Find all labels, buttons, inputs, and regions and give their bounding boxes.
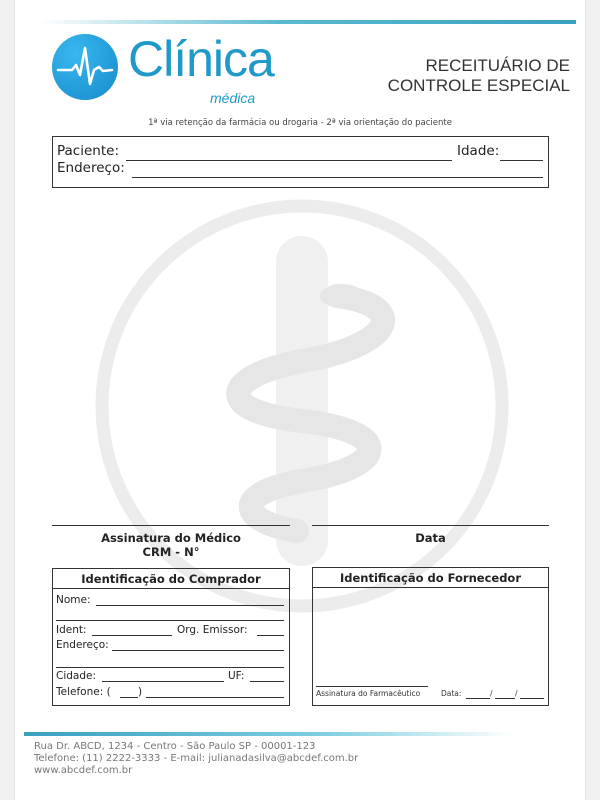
pharmacist-signature-label: Assinatura do Farmacêutico (316, 689, 421, 698)
buyer-phone-label: Telefone: ( (56, 686, 111, 698)
copy-instructions: 1ª via retenção da farmácia ou drogaria - 2ª via orientação do paciente (148, 118, 452, 128)
footer-website: www.abcdef.com.br (34, 765, 133, 776)
footer-contact: Telefone: (11) 2222-3333 - E-mail: julianadasilva@abcdef.com.br (34, 753, 359, 764)
buyer-address-label: Endereço: (56, 639, 109, 651)
buyer-address-field[interactable] (112, 650, 284, 651)
logo-subtitle: médica (210, 90, 256, 106)
buyer-phone-close: ) (138, 686, 143, 698)
buyer-uf-field[interactable] (250, 681, 284, 682)
buyer-city-field[interactable] (102, 681, 224, 682)
logo-name: Clínica (128, 31, 274, 87)
buyer-issuer-field[interactable] (257, 635, 284, 636)
buyer-title-divider (52, 588, 290, 589)
supplier-title-divider (312, 587, 549, 588)
doctor-signature-label: Assinatura do Médico (101, 531, 241, 545)
buyer-address-field-2[interactable] (56, 667, 284, 668)
address-label: Endereço: (57, 160, 125, 176)
supplier-date-month-field[interactable] (495, 698, 515, 699)
crm-label: CRM - N° (142, 545, 200, 559)
date-label: Data (415, 531, 446, 545)
supplier-date-day-field[interactable] (466, 698, 490, 699)
age-field[interactable] (500, 160, 543, 161)
buyer-phone-area-field[interactable] (120, 697, 138, 698)
footer-address: Rua Dr. ABCD, 1234 - Centro - São Paulo SP - 00001-123 (34, 741, 316, 752)
buyer-phone-field[interactable] (146, 697, 284, 698)
buyer-title: Identificação do Comprador (81, 572, 261, 586)
document-title-line1: RECEITUÁRIO DE (425, 56, 570, 75)
address-field[interactable] (132, 177, 543, 178)
supplier-title: Identificação do Fornecedor (339, 571, 522, 585)
heartbeat-logo-icon (52, 34, 118, 100)
supplier-date-sep1: / (490, 689, 493, 698)
buyer-uf-label: UF: (228, 670, 245, 682)
top-accent-bar (40, 20, 576, 24)
age-label: Idade: (457, 143, 500, 159)
supplier-date-year-field[interactable] (520, 698, 544, 699)
patient-label: Paciente: (57, 143, 119, 159)
buyer-name-field-2[interactable] (56, 620, 284, 621)
date-line[interactable] (312, 525, 549, 526)
supplier-date-label: Data: (441, 689, 462, 698)
doctor-signature-line[interactable] (52, 525, 290, 526)
pharmacist-signature-line[interactable] (316, 686, 428, 687)
buyer-issuer-label: Org. Emissor: (177, 624, 248, 636)
footer-accent-bar (24, 732, 514, 736)
buyer-name-field[interactable] (96, 605, 284, 606)
buyer-ident-label: Ident: (56, 624, 87, 636)
patient-name-field[interactable] (126, 160, 452, 161)
buyer-city-label: Cidade: (56, 670, 97, 682)
buyer-name-label: Nome: (56, 594, 91, 606)
buyer-ident-field[interactable] (92, 635, 172, 636)
supplier-date-sep2: / (515, 689, 518, 698)
document-title-line2: CONTROLE ESPECIAL (387, 76, 570, 95)
document-title (350, 56, 570, 96)
